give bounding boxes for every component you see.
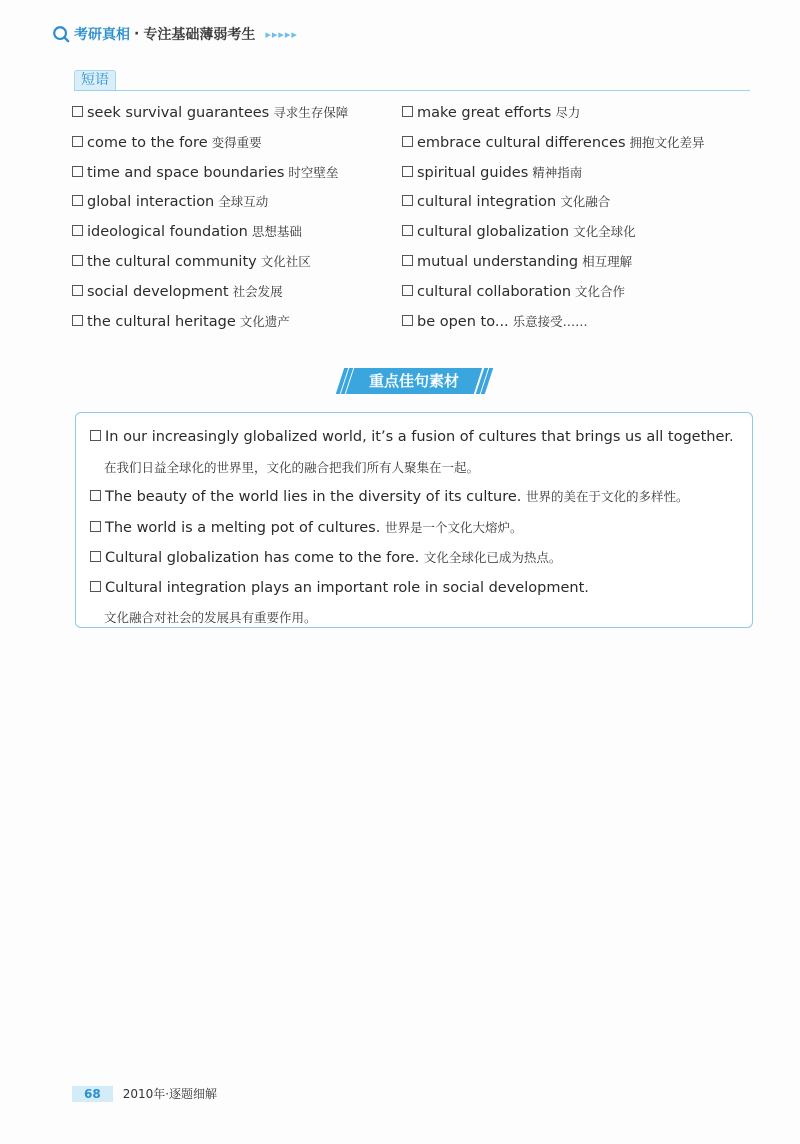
- phrase-en: cultural collaboration: [417, 283, 572, 300]
- page-header: [52, 24, 298, 44]
- phrase-zh: 精神指南: [532, 164, 583, 180]
- sentence-zh: 文化融合对社会的发展具有重要作用。: [104, 610, 317, 625]
- phrase-list: [72, 98, 762, 336]
- book-title: 2010年·逐题细解: [122, 1087, 218, 1101]
- checkbox-square-icon: [72, 225, 83, 236]
- checkbox-square-icon: [90, 490, 101, 501]
- phrase-item: [72, 247, 402, 277]
- page-footer: [72, 1085, 217, 1102]
- checkbox-square-icon: [90, 430, 101, 441]
- phrase-en: time and space boundaries: [87, 164, 285, 181]
- phrase-zh: 思想基础: [251, 224, 302, 240]
- sentence-list: [75, 412, 753, 628]
- checkbox-square-icon: [72, 106, 83, 117]
- phrase-zh: 社会发展: [232, 283, 283, 299]
- checkbox-square-icon: [72, 285, 83, 296]
- checkbox-square-icon: [402, 106, 413, 117]
- sentence-en: Cultural integration plays an important role in social development.: [105, 579, 589, 596]
- phrase-zh: 文化融合: [560, 194, 611, 210]
- sentence-item: [90, 423, 752, 482]
- checkbox-square-icon: [72, 136, 83, 147]
- checkbox-square-icon: [90, 551, 101, 562]
- checkbox-square-icon: [72, 315, 83, 326]
- sentences-banner: [340, 368, 488, 394]
- phrase-en: ideological foundation: [87, 224, 248, 241]
- phrase-zh: 时空壁垒: [288, 164, 339, 180]
- sentence-item: [90, 482, 752, 513]
- phrase-item: [402, 128, 762, 158]
- checkbox-square-icon: [402, 315, 413, 326]
- phrase-en: make great efforts: [417, 105, 552, 121]
- sentence-zh: 世界是一个文化大熔炉。: [384, 519, 523, 535]
- sentence-zh: 在我们日益全球化的世界里，文化的融合把我们所有人聚集在一起。: [104, 459, 480, 475]
- phrase-item: [72, 98, 402, 128]
- checkbox-square-icon: [72, 195, 83, 206]
- phrase-zh: 寻求生存保障: [273, 105, 349, 120]
- sentence-en: The beauty of the world lies in the diversity of its culture.: [105, 489, 522, 505]
- sentence-zh: 文化全球化已成为热点。: [423, 550, 562, 565]
- phrase-zh: 变得重要: [211, 134, 262, 150]
- checkbox-square-icon: [402, 195, 413, 206]
- sentence-zh: 世界的美在于文化的多样性。: [526, 489, 689, 504]
- header-arrows: ▸▸▸▸▸: [265, 27, 298, 41]
- sentence-en: In our increasingly globalized world, it’s a fusion of cultures that brings us all together.: [105, 429, 734, 445]
- phrase-item: [402, 98, 762, 128]
- sentence-item: [90, 513, 752, 544]
- phrase-item: [402, 277, 762, 307]
- phrase-item: [72, 158, 402, 188]
- phrase-en: social development: [87, 283, 229, 300]
- phrase-en: come to the fore: [87, 134, 208, 151]
- checkbox-square-icon: [90, 581, 101, 592]
- phrase-en: seek survival guarantees: [87, 105, 270, 121]
- phrase-item: [402, 307, 762, 337]
- phrase-zh: 文化全球化: [573, 224, 636, 240]
- phrase-en: the cultural community: [87, 253, 257, 270]
- page-number: 68: [72, 1086, 113, 1102]
- phrase-en: global interaction: [87, 194, 215, 211]
- header-slogan: 专注基础薄弱考生: [143, 27, 256, 43]
- phrase-item: [402, 217, 762, 247]
- phrase-item: [72, 307, 402, 337]
- phrase-en: the cultural heritage: [87, 313, 236, 330]
- checkbox-square-icon: [402, 136, 413, 147]
- header-separator: ·: [134, 26, 140, 42]
- sentence-item: [90, 543, 752, 574]
- phrase-item: [72, 277, 402, 307]
- phrase-en: mutual understanding: [417, 253, 579, 270]
- checkbox-square-icon: [402, 225, 413, 236]
- magnifier-logo-icon: [52, 25, 70, 43]
- phrase-zh: 乐意接受……: [512, 313, 588, 329]
- phrase-zh: 尽力: [555, 105, 581, 120]
- phrase-zh: 文化遗产: [239, 313, 290, 329]
- checkbox-square-icon: [72, 255, 83, 266]
- sentence-item: [90, 574, 752, 633]
- phrase-item: [402, 158, 762, 188]
- checkbox-square-icon: [402, 255, 413, 266]
- phrases-section-header: [74, 70, 750, 91]
- phrase-zh: 拥抱文化差异: [629, 134, 705, 150]
- sentence-en: Cultural globalization has come to the fore.: [105, 550, 420, 566]
- phrase-item: [72, 128, 402, 158]
- phrase-en: spiritual guides: [417, 164, 529, 181]
- header-brand: 考研真相: [74, 27, 130, 43]
- checkbox-square-icon: [402, 285, 413, 296]
- sentence-en: The world is a melting pot of cultures.: [105, 519, 381, 536]
- phrase-en: cultural globalization: [417, 224, 570, 241]
- phrase-item: [72, 217, 402, 247]
- checkbox-square-icon: [72, 166, 83, 177]
- phrase-en: cultural integration: [417, 194, 557, 211]
- checkbox-square-icon: [402, 166, 413, 177]
- phrase-item: [72, 187, 402, 217]
- phrase-en: be open to...: [417, 313, 509, 330]
- phrase-zh: 文化合作: [575, 283, 626, 299]
- phrase-zh: 相互理解: [582, 253, 633, 269]
- phrase-item: [402, 187, 762, 217]
- checkbox-square-icon: [90, 521, 101, 532]
- phrase-item: [402, 247, 762, 277]
- sentences-banner-title: 重点佳句素材: [368, 372, 459, 390]
- phrase-zh: 文化社区: [260, 253, 311, 269]
- phrase-en: embrace cultural differences: [417, 134, 626, 151]
- phrases-section-label: 短语: [74, 70, 116, 90]
- phrase-zh: 全球互动: [218, 194, 269, 210]
